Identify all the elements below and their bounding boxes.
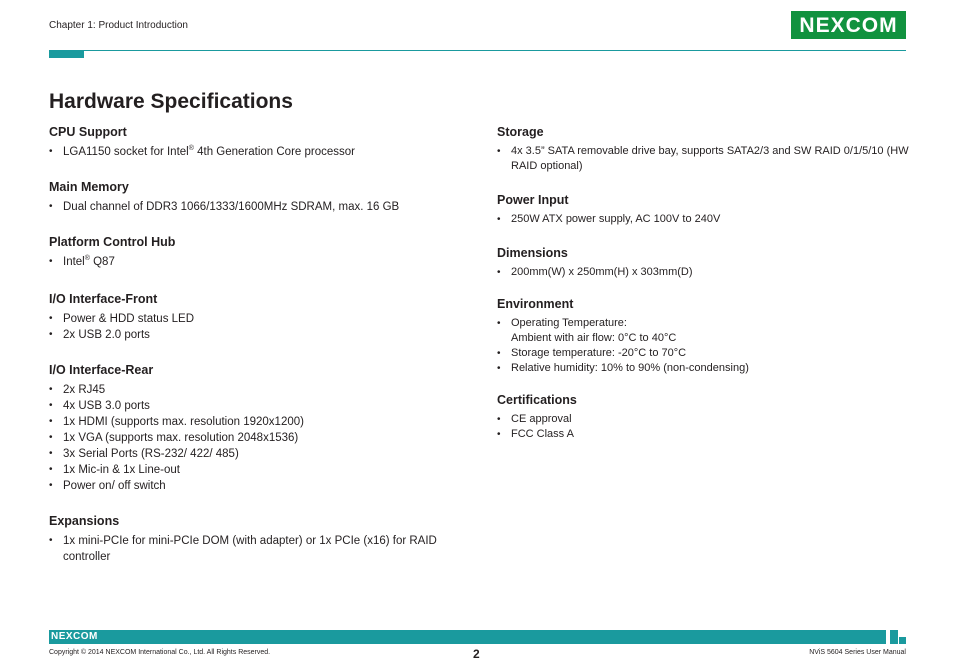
spec-item: • Power & HDD status LED	[49, 311, 469, 327]
spec-list	[497, 316, 912, 376]
spec-list	[49, 254, 469, 270]
spec-item: • Relative humidity: 10% to 90% (non-condensing)	[497, 361, 912, 376]
nexcom-logo	[791, 11, 906, 39]
spec-section	[497, 297, 912, 376]
manual-title: NViS 5604 Series User Manual	[809, 649, 906, 656]
spec-item: • LGA1150 socket for Intel® 4th Generation Core processor	[49, 144, 469, 160]
spec-item: • 3x Serial Ports (RS-232/ 422/ 485)	[49, 446, 469, 462]
logo-text: NEXCOM	[799, 13, 898, 37]
spec-section	[49, 235, 469, 270]
spec-list	[497, 212, 912, 227]
spec-list	[497, 144, 912, 174]
header-rule	[49, 50, 906, 51]
right-column	[497, 125, 912, 442]
spec-item: • 4x 3.5” SATA removable drive bay, supports SATA2/3 and SW RAID 0/1/5/10 (HW RAID optional)	[497, 144, 912, 174]
spec-section-title: Power Input	[497, 193, 569, 207]
spec-section-title: Certifications	[497, 393, 577, 407]
spec-item: • 1x HDMI (supports max. resolution 1920x1200)	[49, 414, 469, 430]
spec-section	[49, 125, 469, 160]
spec-item: • 2x USB 2.0 ports	[49, 327, 469, 343]
footer-square	[899, 637, 906, 644]
spec-section-title: I/O Interface-Front	[49, 292, 158, 306]
spec-item: • Operating Temperature: Ambient with air flow: 0°C to 40°C	[497, 316, 912, 346]
spec-section-title: Main Memory	[49, 180, 129, 194]
spec-section-title: CPU Support	[49, 125, 127, 139]
spec-item: • 200mm(W) x 250mm(H) x 303mm(D)	[497, 265, 912, 280]
spec-section	[497, 393, 912, 442]
spec-list	[497, 412, 912, 442]
footer-square	[890, 630, 898, 644]
spec-item: • Storage temperature: -20°C to 70°C	[497, 346, 912, 361]
spec-item: • Power on/ off switch	[49, 478, 469, 494]
spec-list	[49, 144, 469, 160]
spec-section	[49, 363, 469, 494]
page-title: Hardware Specifications	[49, 90, 293, 113]
spec-section	[497, 246, 912, 280]
spec-item: • Intel® Q87	[49, 254, 469, 270]
spec-item: • 1x VGA (supports max. resolution 2048x1536)	[49, 430, 469, 446]
spec-section-title: I/O Interface-Rear	[49, 363, 154, 377]
spec-section	[497, 193, 912, 227]
footer-bar	[49, 630, 886, 644]
spec-item: • CE approval	[497, 412, 912, 427]
spec-section-title: Dimensions	[497, 246, 568, 260]
spec-item: • 1x mini-PCIe for mini-PCIe DOM (with adapter) or 1x PCIe (x16) for RAID controller	[49, 533, 469, 565]
footer-logo: NEXCOM	[51, 631, 98, 642]
spec-item: • FCC Class A	[497, 427, 912, 442]
spec-section	[49, 180, 469, 215]
spec-list	[49, 199, 469, 215]
left-column	[49, 125, 469, 565]
spec-item: • 2x RJ45	[49, 382, 469, 398]
spec-section	[49, 292, 469, 343]
spec-item: • Dual channel of DDR3 1066/1333/1600MHz SDRAM, max. 16 GB	[49, 199, 469, 215]
spec-section	[497, 125, 912, 174]
spec-section-title: Platform Control Hub	[49, 235, 176, 249]
spec-list	[49, 382, 469, 494]
page-number: 2	[473, 647, 480, 661]
spec-list	[49, 311, 469, 343]
chapter-header: Chapter 1: Product Introduction	[49, 20, 188, 31]
spec-item: • 1x Mic-in & 1x Line-out	[49, 462, 469, 478]
spec-section-title: Expansions	[49, 514, 120, 528]
copyright-text: Copyright © 2014 NEXCOM International Co., Ltd. All Rights Reserved.	[49, 649, 271, 656]
spec-item: • 4x USB 3.0 ports	[49, 398, 469, 414]
spec-section-title: Environment	[497, 297, 574, 311]
spec-section	[49, 514, 469, 565]
spec-list	[497, 265, 912, 280]
spec-section-title: Storage	[497, 125, 544, 139]
spec-list	[49, 533, 469, 565]
header-tab	[49, 50, 84, 58]
spec-item: • 250W ATX power supply, AC 100V to 240V	[497, 212, 912, 227]
